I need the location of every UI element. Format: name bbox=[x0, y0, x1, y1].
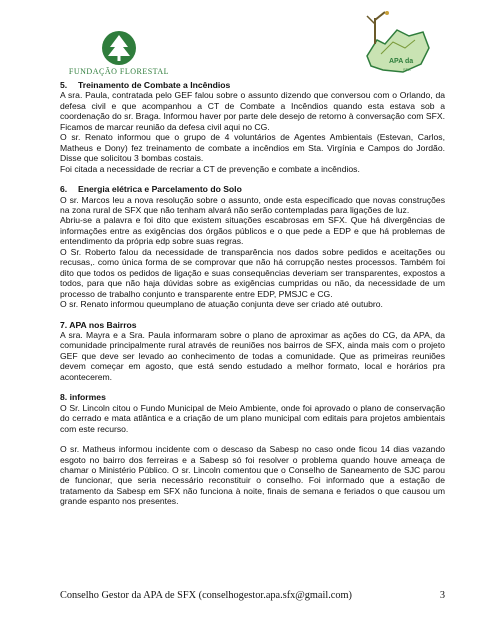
apa-map-emblem-icon bbox=[363, 10, 433, 82]
section-number: 5. bbox=[60, 80, 68, 90]
paragraph: A sra. Mayra e a Sra. Paula informaram sobre o plano de aproximar as ações do CG, da APA, da comunidade principalmente rural através de reuniões nos bairros de SFX, ainda mais com o projeto GEF que deve ser levado ao conhecimento de todas a comunidade. Que as primeiras reuniões devem começar em agosto, que está sendo estudado a melhor formato, local e horários pra acontecerem. bbox=[60, 329, 445, 382]
section-7 bbox=[60, 320, 445, 383]
section-8 bbox=[60, 392, 445, 507]
paragraph: O sr. Renato informou que o grupo de 4 voluntários de Agentes Ambientais (Estevan, Carlos, Matheus e Dony) fez treinamento de combate a incêndios em Sta. Virgínia e Campos do Jordão. Disse que solicitou 3 bombas costais. bbox=[60, 132, 445, 164]
paragraph: Foi citada a necessidade de recriar a CT de prevenção e combate a incêndios. bbox=[60, 163, 360, 174]
tree-emblem-icon bbox=[101, 30, 137, 66]
paragraph: O sr. Matheus informou incidente com o descaso da Sabesp no caso onde ficou 14 dias vazando esgoto no bairro dos ferreiras e a Sabesp só foi resolver o problema quando houve ameaça de chamar o Ministério Público. O sr. Lincoln comentou que o Conselho de Saneamento de SJC parou de funcionar, que seria necessário reconstituir o conselho. Foi informado que a estação de tratamento da Sabesp em SFX não funciona à noite, finais de semana e feriados o que causou um grande espanto nos presentes. bbox=[60, 444, 445, 507]
section-heading bbox=[60, 80, 445, 90]
section-title: APA nos Bairros bbox=[69, 319, 137, 330]
section-title: informes bbox=[69, 392, 106, 403]
footer-text: Conselho Gestor da APA de SFX (conselhogestor.apa.sfx@gmail.com) bbox=[60, 590, 352, 601]
page-number: 3 bbox=[439, 590, 445, 601]
paragraph: O Sr. Lincoln citou o Fundo Municipal de Meio Ambiente, onde foi aprovado o plano de conservação do cerrado e mata atlântica e a criação de um plano municipal com editais para projetos ambientais com este recurso. bbox=[60, 402, 445, 434]
paragraph: O Sr. Roberto falou da necessidade de transparência nos dados sobre pedidos e aceitações ou recusas,. como única forma de se comprovar que não há corrupção nestes processos. Também foi dito que todos os pedidos de ligação e suas consequências deveriam ser transparentes, expostos a todos, para que não haja dúvidas sobre as exigências cumpridas ou não, da necessidade de um processo de trabalho conjunto e transparente entre EDP, PMSJC e CG. bbox=[60, 246, 445, 299]
section-number: 6. bbox=[60, 184, 68, 195]
document-body bbox=[60, 80, 445, 507]
apa-sfx-logo bbox=[363, 10, 433, 82]
section-heading bbox=[60, 320, 445, 330]
paragraph: O sr. Marcos leu a nova resolução sobre o assunto, onde esta especificado que novas construções na zona rural de SFX que não tenham alvará não serão contempladas para ligações de luz. bbox=[60, 194, 445, 215]
paragraph: O sr. Renato informou queumplano de atuação conjunta deve ser criado até outubro. bbox=[60, 299, 383, 310]
section-heading bbox=[60, 392, 445, 402]
section-number: 8. bbox=[60, 392, 68, 403]
section-title: Treinamento de Combate a Incêndios bbox=[78, 80, 231, 90]
section-heading bbox=[60, 184, 445, 194]
apa-logo-sublabel: SFX bbox=[403, 67, 411, 72]
section-number: 7. bbox=[60, 319, 68, 330]
apa-logo-label: APA da bbox=[389, 58, 414, 65]
section-5 bbox=[60, 80, 445, 174]
paragraph: Abriu-se a palavra e foi dito que existem situações escabrosas em SFX. Que há divergências de informações entre as exigências dos órgãos públicos e o que pede a EDP e que há problemas de entendimento da própria edp sobre suas regras. bbox=[60, 215, 445, 247]
section-6 bbox=[60, 184, 445, 309]
fundacao-florestal-label: FUNDAÇÃO FLORESTAL bbox=[68, 67, 170, 76]
fundacao-florestal-logo bbox=[64, 30, 174, 82]
section-title: Energia elétrica e Parcelamento do Solo bbox=[78, 184, 242, 195]
page-header bbox=[0, 0, 495, 82]
paragraph: A sra. Paula, contratada pelo GEF falou sobre o assunto dizendo que conversou com o Orlando, da defesa civil e que acompanhou a CT de Combate a Incêndios quando esta estava sob a coordenação do sr. Braga. Informou haver por parte dele desejo de retorno à conversação com SFX. Ficamos de marcar reunião da defesa civil aqui no CG. bbox=[60, 90, 445, 132]
page-footer bbox=[60, 590, 445, 601]
